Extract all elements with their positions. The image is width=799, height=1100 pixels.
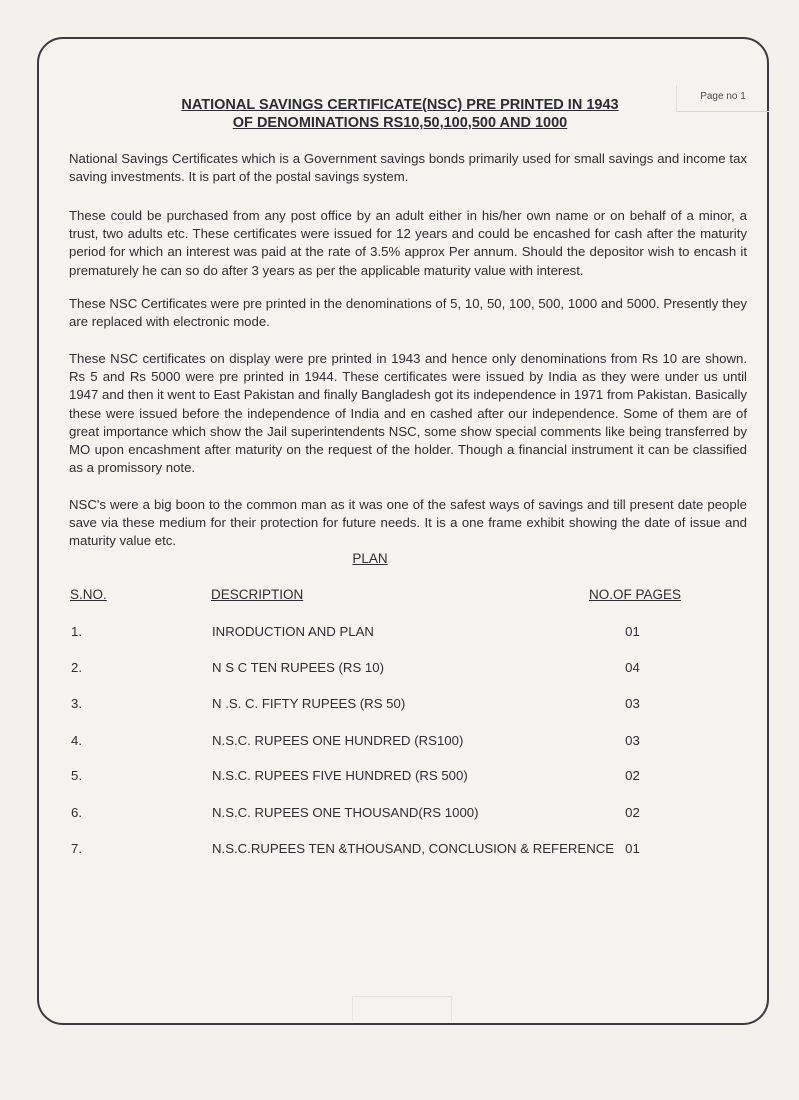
plan-row [0,733,799,753]
row-sno: 2. [71,660,82,675]
plan-heading: PLAN [352,551,388,566]
page-title [90,96,710,132]
row-description: N S C TEN RUPEES (RS 10) [212,660,384,675]
faint-stamp-mark [352,996,452,1021]
paragraph-history: These NSC certificates on display were pre printed in 1943 and hence only denominations from Rs 10 are shown. Rs 5 and Rs 5000 were pre printed in 1944. These certificates were issued by India as they were under us until 1947 and then it went to East Pakistan and finally Bangladesh got its independence in 1971 from Pakistan. Basically these were issued before the independence of India and en cashed after our independence. Some of them are of great importance which show the Jail superintendents NSC, some show special comments like being transferred by MO upon encashment after maturity on the request of the holder. Though a financial instrument it can be classified as a promissory note. [69,351,747,476]
row-description: INRODUCTION AND PLAN [212,624,374,639]
plan-row [0,805,799,825]
row-sno: 4. [71,733,82,748]
row-description: N.S.C. RUPEES FIVE HUNDRED (RS 500) [212,768,468,783]
row-pages: 04 [625,660,640,675]
plan-row [0,624,799,644]
row-pages: 01 [625,624,640,639]
row-description: N.S.C. RUPEES ONE HUNDRED (RS100) [212,733,464,748]
row-sno: 5. [71,768,82,783]
row-sno: 7. [71,841,82,856]
row-pages: 01 [625,841,640,856]
row-pages: 03 [625,696,640,711]
paragraph-summary: NSC's were a big boon to the common man as it was one of the safest ways of savings and till present date people save via these medium for their protection for future needs. It is a one frame exhibit showing the date of issue and maturity value etc. [69,497,747,549]
row-pages: 02 [625,768,640,783]
row-description: N.S.C. RUPEES ONE THOUSAND(RS 1000) [212,805,479,820]
plan-row [0,841,799,861]
page-number-label: Page no 1 [676,85,769,112]
paragraph-denominations: These NSC Certificates were pre printed in the denominations of 5, 10, 50, 100, 500, 1000 and 5000. Presently they are replaced with electronic mode. [69,296,747,330]
row-sno: 3. [71,696,82,711]
plan-row [0,660,799,680]
column-header-description: DESCRIPTION [211,587,304,602]
column-header-pages: NO.OF PAGES [588,587,681,602]
row-description: N.S.C.RUPEES TEN &THOUSAND, CONCLUSION & REFERENCE [212,841,615,856]
plan-row [0,768,799,788]
title-line-1: NATIONAL SAVINGS CERTIFICATE(NSC) PRE PRINTED IN 1943 [181,97,619,113]
row-pages: 02 [625,805,640,820]
row-sno: 1. [71,624,82,639]
paragraph-purchase: These could be purchased from any post office by an adult either in his/her own name or on behalf of a minor, a trust, two adults etc. These certificates were issued for 12 years and could be encashed for cash after the maturity period for which an interest was paid at the rate of 3.5% approx Per annum. Should the depositor wish to encash it prematurely he can so do after 3 years as per the applicable maturity value with interest. [69,208,747,278]
row-sno: 6. [71,805,82,820]
plan-row [0,696,799,716]
column-header-sno: S.NO. [70,587,107,602]
paragraph-introduction: National Savings Certificates which is a Government savings bonds primarily used for small savings and income tax saving investments. It is part of the postal savings system. [69,151,747,185]
row-pages: 03 [625,733,640,748]
row-description: N .S. C. FIFTY RUPEES (RS 50) [212,696,406,711]
title-line-2: OF DENOMINATIONS RS10,50,100,500 AND 1000 [232,115,568,131]
